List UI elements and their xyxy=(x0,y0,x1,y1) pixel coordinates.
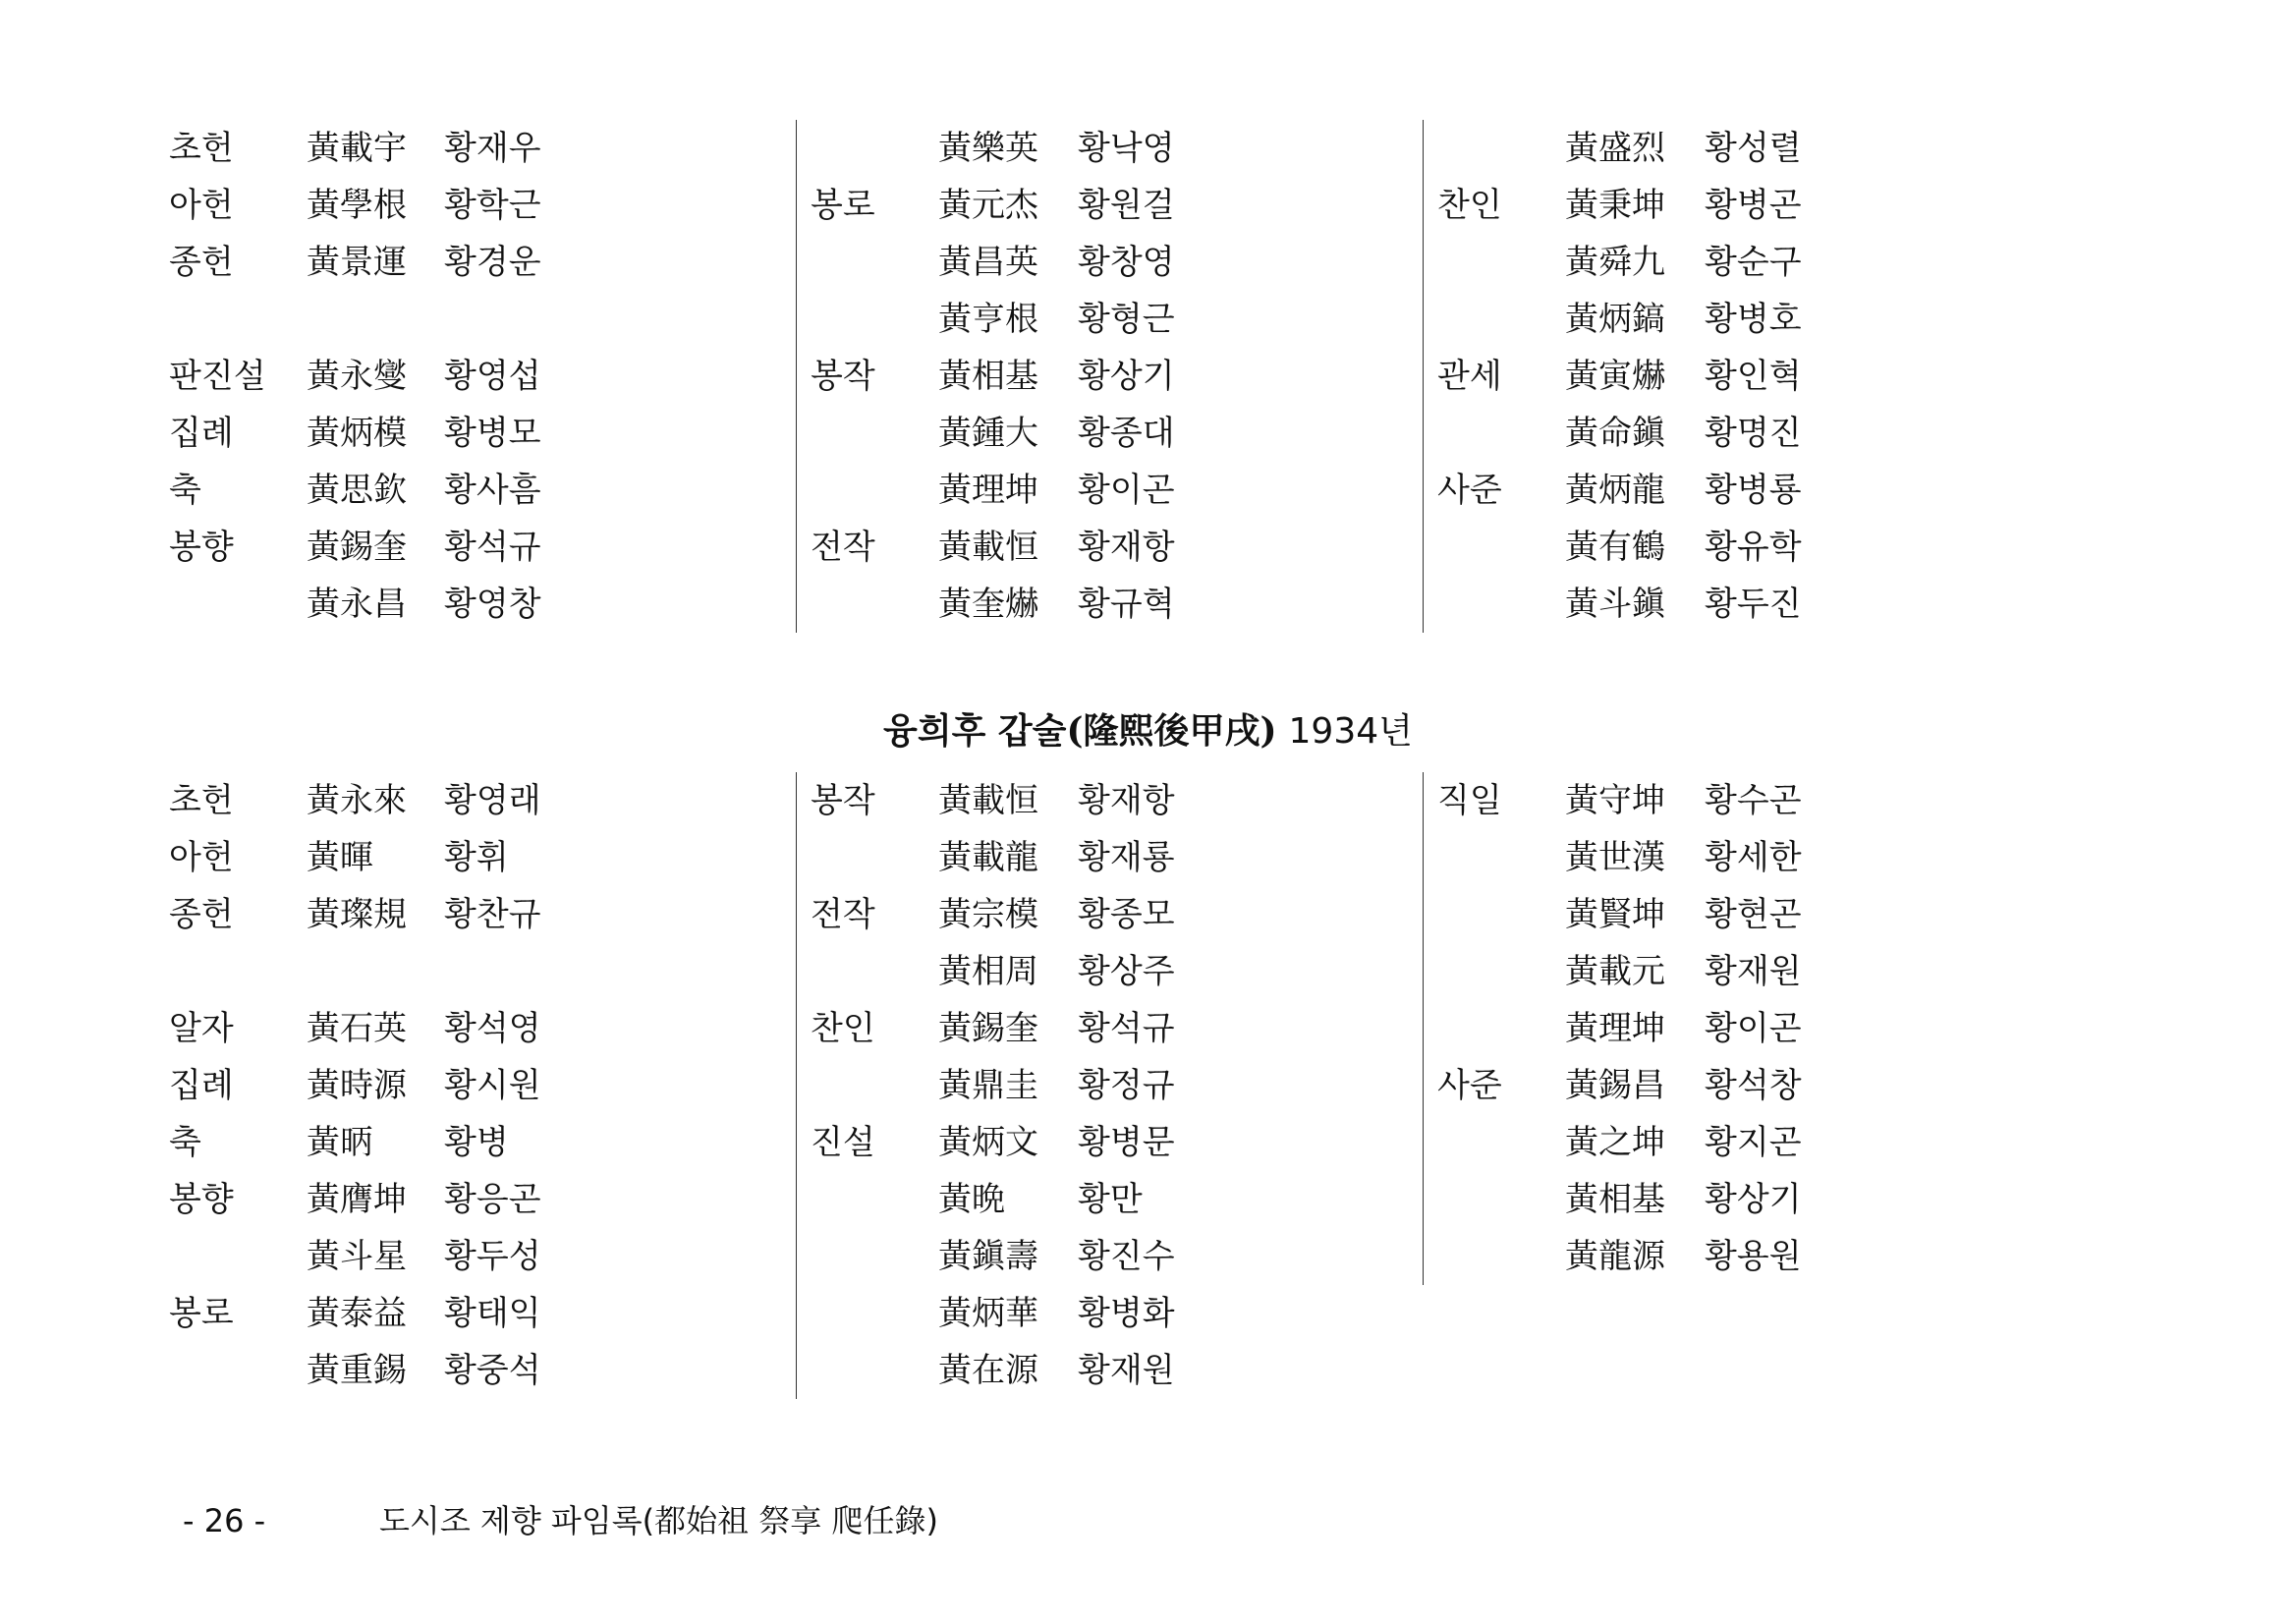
name-hangul: 황낙영 xyxy=(1078,129,1175,168)
name-hanja: 黃寅爀 xyxy=(1565,357,1665,396)
role-label: 종헌 xyxy=(169,895,234,934)
name-hangul: 황원걸 xyxy=(1078,186,1175,225)
roster-row xyxy=(797,519,1386,576)
roster-row xyxy=(797,886,1386,943)
role-label: 알자 xyxy=(169,1009,234,1048)
name-hanja: 黃理坤 xyxy=(938,471,1038,510)
section-1-col-1 xyxy=(169,120,758,633)
role-label: 찬인 xyxy=(811,1009,875,1048)
name-hangul: 황지곤 xyxy=(1705,1123,1802,1162)
name-hangul: 황종모 xyxy=(1078,895,1175,934)
roster-row xyxy=(169,405,758,462)
name-hangul: 황영래 xyxy=(444,781,541,820)
name-hanja: 黃在源 xyxy=(938,1351,1038,1390)
name-hanja: 黃錫奎 xyxy=(307,528,407,567)
name-hanja: 黃重錫 xyxy=(307,1351,407,1390)
name-hanja: 黃命鎭 xyxy=(1565,414,1665,453)
roster-row xyxy=(169,1228,758,1285)
roster-row xyxy=(797,1057,1386,1114)
roster-row xyxy=(797,120,1386,177)
name-hangul: 황세한 xyxy=(1705,838,1802,877)
name-hanja: 黃元杰 xyxy=(938,186,1038,225)
role-label: 봉작 xyxy=(811,781,875,820)
roster-row xyxy=(1424,943,2013,1000)
name-hangul: 황사흠 xyxy=(444,471,541,510)
name-hangul: 황응곤 xyxy=(444,1180,541,1219)
roster-row xyxy=(169,234,758,291)
name-hanja: 黃學根 xyxy=(307,186,407,225)
page-footer xyxy=(183,1497,938,1544)
name-hanja: 黃載恒 xyxy=(938,528,1038,567)
name-hanja: 黃炳鎬 xyxy=(1565,300,1665,339)
name-hangul: 황시원 xyxy=(444,1066,541,1105)
roster-row xyxy=(797,1228,1386,1285)
name-hanja: 黃錫奎 xyxy=(938,1009,1038,1048)
roster-row xyxy=(169,291,758,348)
roster-row xyxy=(169,519,758,576)
roster-row xyxy=(169,772,758,829)
roster-row xyxy=(169,348,758,405)
name-hangul: 황이곤 xyxy=(1705,1009,1802,1048)
section-1-col-2 xyxy=(796,120,1386,633)
name-hangul: 황학근 xyxy=(444,186,541,225)
name-hangul: 황재원 xyxy=(1705,952,1802,991)
name-hangul: 황종대 xyxy=(1078,414,1175,453)
name-hanja: 黃秉坤 xyxy=(1565,186,1665,225)
name-hanja: 黃世漢 xyxy=(1565,838,1665,877)
role-label: 진설 xyxy=(811,1123,875,1162)
name-hanja: 黃樂英 xyxy=(938,129,1038,168)
roster-row xyxy=(797,462,1386,519)
role-label: 봉작 xyxy=(811,357,875,396)
name-hangul: 황성렬 xyxy=(1705,129,1802,168)
role-label: 봉로 xyxy=(811,186,875,225)
name-hangul: 황용원 xyxy=(1705,1237,1802,1276)
section-1-col-3 xyxy=(1423,120,2013,633)
name-hangul: 황재항 xyxy=(1078,781,1175,820)
name-hangul: 황수곤 xyxy=(1705,781,1802,820)
name-hanja: 黃璨規 xyxy=(307,895,407,934)
name-hangul: 황석영 xyxy=(444,1009,541,1048)
name-hangul: 황중석 xyxy=(444,1351,541,1390)
name-hangul: 황두진 xyxy=(1705,585,1802,624)
role-label: 아헌 xyxy=(169,186,234,225)
roster-row xyxy=(797,943,1386,1000)
role-label: 축 xyxy=(169,471,201,510)
roster-row xyxy=(797,1285,1386,1342)
name-hangul: 황경운 xyxy=(444,243,541,282)
name-hangul: 황현곤 xyxy=(1705,895,1802,934)
role-label: 전작 xyxy=(811,528,875,567)
role-label: 봉향 xyxy=(169,528,234,567)
name-hanja: 黃鼎圭 xyxy=(938,1066,1038,1105)
name-hanja: 黃永燮 xyxy=(307,357,407,396)
roster-row xyxy=(797,1000,1386,1057)
name-hanja: 黃相周 xyxy=(938,952,1038,991)
roster-row xyxy=(1424,1114,2013,1171)
roster-row xyxy=(169,829,758,886)
name-hanja: 黃炳龍 xyxy=(1565,471,1665,510)
roster-row xyxy=(797,348,1386,405)
roster-row xyxy=(1424,772,2013,829)
name-hangul: 황만 xyxy=(1078,1180,1143,1219)
name-hanja: 黃載恒 xyxy=(938,781,1038,820)
section-2-col-3 xyxy=(1423,772,2013,1285)
name-hangul: 황정규 xyxy=(1078,1066,1175,1105)
role-label: 초헌 xyxy=(169,129,234,168)
name-hanja: 黃膺坤 xyxy=(307,1180,407,1219)
name-hanja: 黃泰益 xyxy=(307,1294,407,1333)
roster-row xyxy=(797,405,1386,462)
name-hangul: 황유학 xyxy=(1705,528,1802,567)
roster-row xyxy=(1424,405,2013,462)
name-hangul: 황태익 xyxy=(444,1294,541,1333)
name-hanja: 黃斗星 xyxy=(307,1237,407,1276)
roster-row xyxy=(1424,348,2013,405)
name-hangul: 황창영 xyxy=(1078,243,1175,282)
section-2-col-1 xyxy=(169,772,758,1399)
name-hanja: 黃錫昌 xyxy=(1565,1066,1665,1105)
name-hanja: 黃載宇 xyxy=(307,129,407,168)
name-hanja: 黃鍾大 xyxy=(938,414,1038,453)
name-hangul: 황석규 xyxy=(444,528,541,567)
roster-row xyxy=(169,1171,758,1228)
roster-row xyxy=(797,772,1386,829)
role-label: 봉향 xyxy=(169,1180,234,1219)
role-label: 판진설 xyxy=(169,357,266,396)
name-hangul: 황병모 xyxy=(444,414,541,453)
name-hanja: 黃炳文 xyxy=(938,1123,1038,1162)
roster-row xyxy=(169,177,758,234)
name-hangul: 황영창 xyxy=(444,585,541,624)
name-hanja: 黃相基 xyxy=(938,357,1038,396)
role-label: 집례 xyxy=(169,1066,234,1105)
section-2-col-2 xyxy=(796,772,1386,1399)
role-label: 초헌 xyxy=(169,781,234,820)
roster-row xyxy=(169,1114,758,1171)
roster-row xyxy=(169,1342,758,1399)
name-hangul: 황병곤 xyxy=(1705,186,1802,225)
heading-title: 융희후 갑술(隆熙後甲戌) xyxy=(883,710,1277,752)
roster-row xyxy=(1424,462,2013,519)
heading-year: 1934년 xyxy=(1288,711,1413,752)
book-title: 도시조 제향 파임록(都始祖 祭享 爬任錄) xyxy=(379,1502,938,1539)
role-label: 봉로 xyxy=(169,1294,234,1333)
name-hangul: 황상주 xyxy=(1078,952,1175,991)
roster-row xyxy=(797,1114,1386,1171)
roster-row xyxy=(169,462,758,519)
name-hangul: 황상기 xyxy=(1705,1180,1802,1219)
name-hanja: 黃晩 xyxy=(938,1180,1005,1219)
roster-row xyxy=(797,576,1386,633)
roster-row xyxy=(1424,1000,2013,1057)
name-hanja: 黃賢坤 xyxy=(1565,895,1665,934)
name-hanja: 黃思欽 xyxy=(307,471,407,510)
name-hanja: 黃永昌 xyxy=(307,585,407,624)
section-heading xyxy=(0,703,2296,759)
role-label: 사준 xyxy=(1437,471,1502,510)
name-hangul: 황재룡 xyxy=(1078,838,1175,877)
role-label: 축 xyxy=(169,1123,201,1162)
name-hanja: 黃永來 xyxy=(307,781,407,820)
name-hanja: 黃守坤 xyxy=(1565,781,1665,820)
name-hangul: 황재항 xyxy=(1078,528,1175,567)
name-hangul: 황이곤 xyxy=(1078,471,1175,510)
role-label: 아헌 xyxy=(169,838,234,877)
roster-row xyxy=(797,177,1386,234)
name-hangul: 황휘 xyxy=(444,838,509,877)
roster-row xyxy=(1424,120,2013,177)
name-hanja: 黃時源 xyxy=(307,1066,407,1105)
roster-row xyxy=(797,1171,1386,1228)
name-hanja: 黃鎭壽 xyxy=(938,1237,1038,1276)
name-hangul: 황명진 xyxy=(1705,414,1802,453)
name-hanja: 黃景運 xyxy=(307,243,407,282)
name-hangul: 황재우 xyxy=(444,129,541,168)
name-hangul: 황병화 xyxy=(1078,1294,1175,1333)
roster-row xyxy=(1424,886,2013,943)
roster-row xyxy=(169,943,758,1000)
name-hanja: 黃理坤 xyxy=(1565,1009,1665,1048)
name-hangul: 황석창 xyxy=(1705,1066,1802,1105)
name-hanja: 黃暉 xyxy=(307,838,373,877)
role-label: 찬인 xyxy=(1437,186,1502,225)
name-hanja: 黃宗模 xyxy=(938,895,1038,934)
name-hangul: 황석규 xyxy=(1078,1009,1175,1048)
name-hangul: 황인혁 xyxy=(1705,357,1802,396)
role-label: 전작 xyxy=(811,895,875,934)
name-hanja: 黃盛烈 xyxy=(1565,129,1665,168)
roster-row xyxy=(1424,1057,2013,1114)
roster-row xyxy=(169,120,758,177)
role-label: 직일 xyxy=(1437,781,1502,820)
role-label: 종헌 xyxy=(169,243,234,282)
roster-row xyxy=(797,234,1386,291)
roster-row xyxy=(1424,576,2013,633)
roster-row xyxy=(797,1342,1386,1399)
roster-row xyxy=(1424,1228,2013,1285)
name-hanja: 黃載元 xyxy=(1565,952,1665,991)
name-hangul: 황병 xyxy=(444,1123,509,1162)
name-hanja: 黃載龍 xyxy=(938,838,1038,877)
name-hangul: 황순구 xyxy=(1705,243,1802,282)
roster-row xyxy=(1424,519,2013,576)
roster-row xyxy=(1424,177,2013,234)
name-hanja: 黃奎爀 xyxy=(938,585,1038,624)
roster-row xyxy=(797,829,1386,886)
roster-row xyxy=(169,576,758,633)
name-hangul: 황두성 xyxy=(444,1237,541,1276)
roster-row xyxy=(1424,829,2013,886)
roster-row xyxy=(169,1057,758,1114)
name-hanja: 黃昌英 xyxy=(938,243,1038,282)
page-number: - 26 - xyxy=(183,1502,266,1539)
name-hanja: 黃炳模 xyxy=(307,414,407,453)
name-hangul: 황진수 xyxy=(1078,1237,1175,1276)
name-hangul: 황영섭 xyxy=(444,357,541,396)
roster-row xyxy=(797,291,1386,348)
name-hanja: 黃之坤 xyxy=(1565,1123,1665,1162)
role-label: 관세 xyxy=(1437,357,1502,396)
name-hanja: 黃龍源 xyxy=(1565,1237,1665,1276)
name-hangul: 황형근 xyxy=(1078,300,1175,339)
roster-row xyxy=(1424,291,2013,348)
roster-row xyxy=(169,1000,758,1057)
name-hanja: 黃有鶴 xyxy=(1565,528,1665,567)
name-hangul: 황병룡 xyxy=(1705,471,1802,510)
name-hanja: 黃石英 xyxy=(307,1009,407,1048)
name-hangul: 황규혁 xyxy=(1078,585,1175,624)
name-hangul: 황병문 xyxy=(1078,1123,1175,1162)
name-hangul: 황찬규 xyxy=(444,895,541,934)
name-hanja: 黃舜九 xyxy=(1565,243,1665,282)
roster-row xyxy=(169,1285,758,1342)
roster-row xyxy=(169,886,758,943)
roster-row xyxy=(1424,1171,2013,1228)
name-hanja: 黃相基 xyxy=(1565,1180,1665,1219)
role-label: 집례 xyxy=(169,414,234,453)
name-hangul: 황재원 xyxy=(1078,1351,1175,1390)
name-hangul: 황병호 xyxy=(1705,300,1802,339)
role-label: 사준 xyxy=(1437,1066,1502,1105)
name-hanja: 黃昞 xyxy=(307,1123,373,1162)
name-hanja: 黃炳華 xyxy=(938,1294,1038,1333)
name-hanja: 黃斗鎭 xyxy=(1565,585,1665,624)
roster-row xyxy=(1424,234,2013,291)
name-hanja: 黃亨根 xyxy=(938,300,1038,339)
name-hangul: 황상기 xyxy=(1078,357,1175,396)
